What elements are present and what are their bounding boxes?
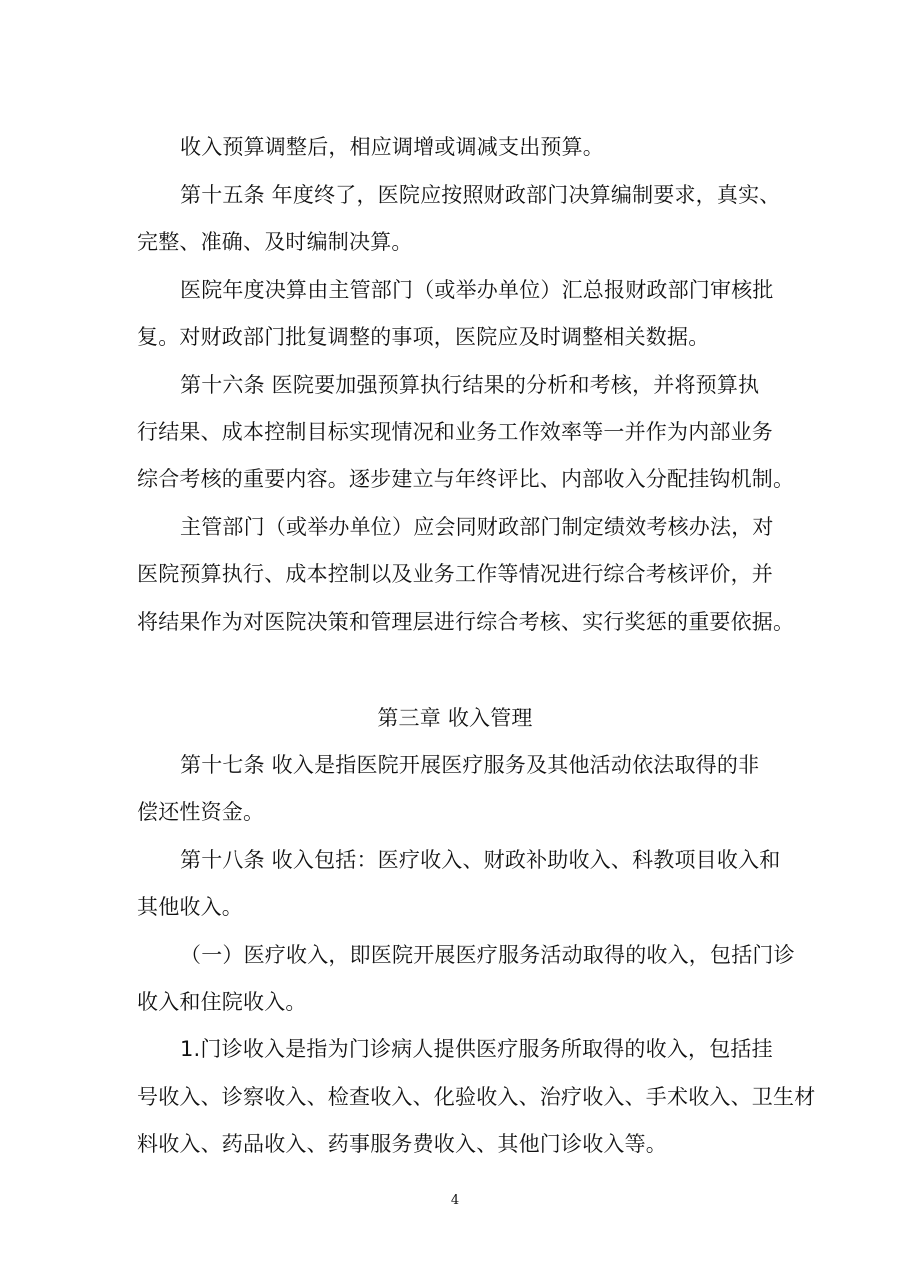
- article-16-line: 第十六条 医院要加强预算执行结果的分析和考核，并将预算执: [180, 373, 760, 397]
- paragraph-line: （一）医疗收入，即医院开展医疗服务活动取得的收入，包括门诊: [180, 943, 795, 967]
- paragraph-line: 将结果作为对医院决策和管理层进行综合考核、实行奖惩的重要依据。: [137, 610, 795, 634]
- article-15-line: 第十五条 年度终了，医院应按照财政部门决算编制要求，真实、: [180, 183, 781, 207]
- paragraph-line: 完整、准确、及时编制决算。: [137, 230, 413, 254]
- paragraph-line: 偿还性资金。: [137, 800, 265, 824]
- paragraph-line: 号收入、诊察收入、检查收入、化验收入、治疗收入、手术收入、卫生材: [137, 1085, 816, 1109]
- paragraph-line: 行结果、成本控制目标实现情况和业务工作效率等一并作为内部业务: [137, 420, 773, 444]
- paragraph-line: 其他收入。: [137, 895, 243, 919]
- paragraph-line: 复。对财政部门批复调整的事项，医院应及时调整相关数据。: [137, 325, 710, 349]
- paragraph-line: 收入预算调整后，相应调增或调减支出预算。: [180, 135, 604, 159]
- article-17-line: 第十七条 收入是指医院开展医疗服务及其他活动依法取得的非: [180, 753, 760, 777]
- paragraph-line: 医院预算执行、成本控制以及业务工作等情况进行综合考核评价，并: [137, 562, 773, 586]
- paragraph-line: 1.门诊收入是指为门诊病人提供医疗服务所取得的收入，包括挂: [180, 1037, 773, 1061]
- chapter-heading: 第三章 收入管理: [377, 706, 533, 730]
- article-18-line: 第十八条 收入包括：医疗收入、财政补助收入、科教项目收入和: [180, 848, 781, 872]
- paragraph-line: 收入和住院收入。: [137, 990, 307, 1014]
- paragraph-line: 料收入、药品收入、药事服务费收入、其他门诊收入等。: [137, 1132, 667, 1156]
- page-number: 4: [450, 1193, 460, 1208]
- paragraph-line: 主管部门（或举办单位）应会同财政部门制定绩效考核办法，对: [180, 515, 774, 539]
- paragraph-line: 医院年度决算由主管部门（或举办单位）汇总报财政部门审核批: [180, 278, 774, 302]
- paragraph-line: 综合考核的重要内容。逐步建立与年终评比、内部收入分配挂钩机制。: [137, 467, 795, 491]
